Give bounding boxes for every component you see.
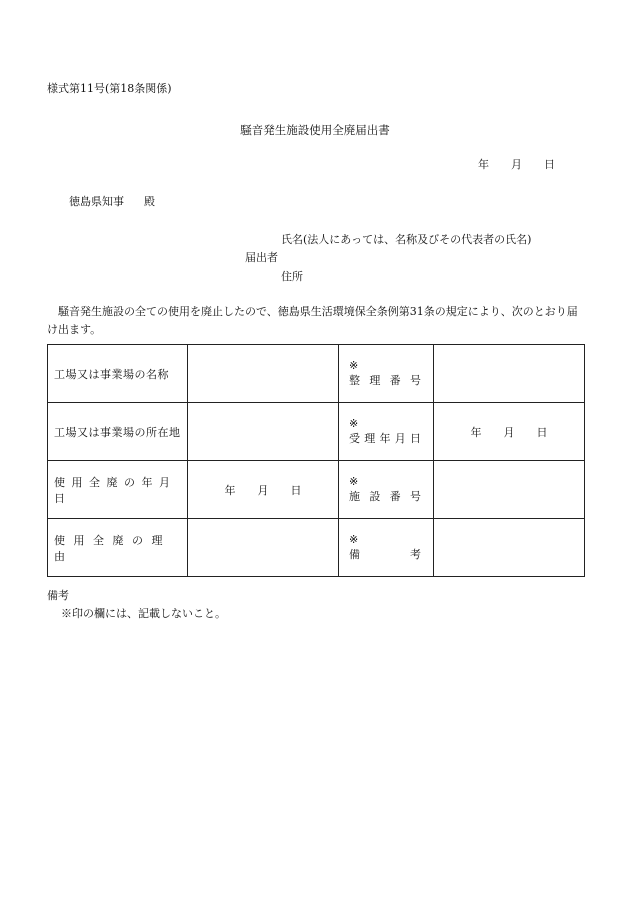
factory-location-label: 工場又は事業場の所在地 [48,403,188,461]
submission-date [478,156,555,172]
abolition-date-label: 使用全廃の年月日 [48,461,188,519]
abolition-day: 日 [290,483,302,497]
remarks-note: ※印の欄には、記載しないこと。 [61,607,226,620]
addressee [69,193,155,209]
applicant-name-label: 氏名(法人にあっては、名称及びその代表者の氏名) [281,233,532,246]
date-day-label: 日 [544,158,555,171]
registration-number-label-cell [339,345,434,403]
table-row [48,345,585,403]
official-use-mark: ※ [349,475,359,488]
facility-number-field [434,461,585,519]
applicant-label: 届出者 [245,251,278,264]
table-row [48,403,585,461]
notes-label: 備 考 [349,548,421,561]
receipt-day: 日 [536,425,548,439]
registration-number-field [434,345,585,403]
table-row [48,461,585,519]
addressee-honorific: 殿 [144,195,155,208]
abolition-reason-field[interactable] [188,519,339,577]
table-row [48,519,585,577]
receipt-date-field [434,403,585,461]
receipt-date-label: 受理年月日 [349,432,421,445]
factory-name-label: 工場又は事業場の名称 [48,345,188,403]
date-year-label: 年 [478,158,489,171]
abolition-reason-label: 使用全廃の理由 [48,519,188,577]
remarks-heading: 備考 [47,589,69,602]
official-use-mark: ※ [349,417,359,430]
notice-table [47,344,585,577]
facility-number-label-cell [339,461,434,519]
factory-name-field[interactable] [188,345,339,403]
receipt-year: 年 [470,425,482,439]
abolition-month: 月 [257,483,269,497]
notes-field [434,519,585,577]
official-use-mark: ※ [349,533,359,546]
registration-number-label: 整 理 番 号 [349,374,421,387]
factory-location-field[interactable] [188,403,339,461]
receipt-date-label-cell [339,403,434,461]
notes-label-cell [339,519,434,577]
date-month-label: 月 [511,158,522,171]
body-text: 騒音発生施設の全ての使用を廃止したので、徳島県生活環境保全条例第31条の規定により、次のとおり届け出ます。 [47,305,578,336]
form-number: 様式第11号(第18条関係) [47,82,172,95]
document-title: 騒音発生施設使用全廃届出書 [240,123,390,137]
applicant-address-label: 住所 [281,270,303,283]
receipt-month: 月 [503,425,515,439]
addressee-name: 徳島県知事 [69,195,124,208]
facility-number-label: 施 設 番 号 [349,490,421,503]
official-use-mark: ※ [349,359,359,372]
abolition-year: 年 [224,483,236,497]
abolition-date-field[interactable] [188,461,339,519]
